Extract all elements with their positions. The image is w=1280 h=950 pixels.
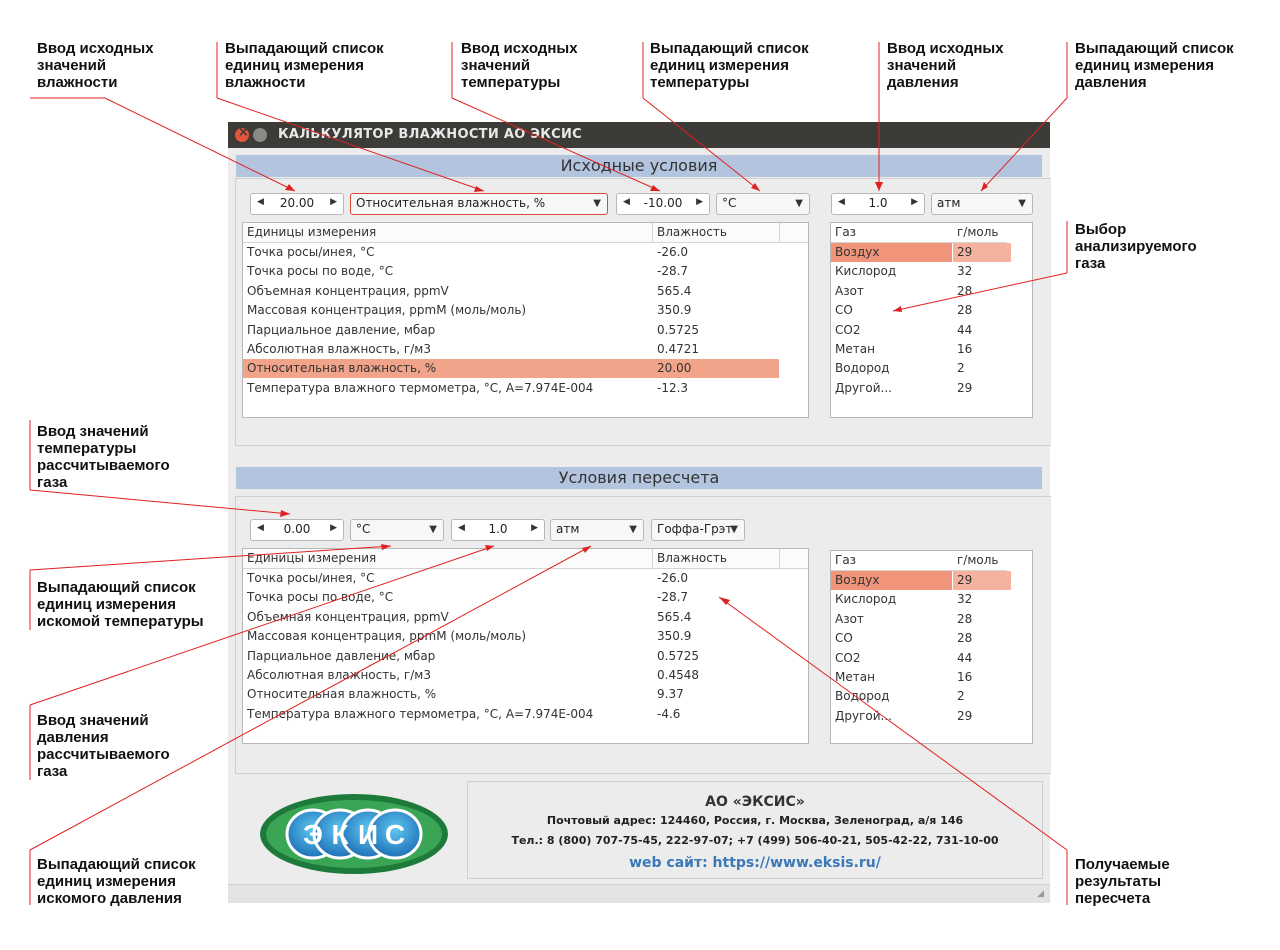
temperature-spinner[interactable]: [616, 193, 710, 215]
gas-table-header: [831, 551, 1007, 571]
value-cell: -28.7: [657, 264, 689, 279]
recalc-temperature-unit-value: °C: [356, 522, 371, 536]
annotation-temperature-input: Ввод исходных значений температуры: [461, 40, 578, 91]
gas-molar-mass-cell: 44: [957, 650, 973, 665]
value-cell: -12.3: [657, 380, 689, 395]
recalc-pressure-spinner[interactable]: [451, 519, 545, 541]
gas-molar-mass-cell: 28: [957, 631, 973, 646]
chevron-down-icon: ▼: [795, 198, 803, 209]
table-row[interactable]: [243, 666, 779, 685]
table-row[interactable]: [243, 359, 779, 378]
decrement-icon[interactable]: ◀: [257, 197, 264, 207]
table-row[interactable]: [243, 282, 779, 301]
phone-numbers: Тел.: 8 (800) 707-75-45, 222-97-07; +7 (499) 506-40-21, 505-42-22, 731-10-00: [511, 834, 999, 847]
gas-row[interactable]: [831, 282, 1007, 301]
logo-letter: Э: [303, 819, 323, 850]
table-header: [243, 549, 808, 569]
value-cell: -4.6: [657, 706, 681, 721]
gas-molar-mass-cell: 44: [957, 322, 973, 337]
annotation-calc-pressure-input: Ввод значений давления рассчитываемого газа: [37, 712, 170, 780]
gas-molar-mass-cell: 2: [957, 689, 965, 704]
postal-address: Почтовый адрес: 124460, Россия, г. Москва, Зеленоград, а/я 146: [546, 814, 964, 827]
company-name: АО «ЭКСИС»: [705, 794, 805, 810]
value-cell: 565.4: [657, 283, 692, 298]
gas-row[interactable]: [831, 321, 1007, 340]
pressure-spinner[interactable]: [831, 193, 925, 215]
recalc-pressure-value: 1.0: [488, 522, 508, 536]
gas-molar-mass-cell: 29: [957, 380, 973, 395]
table-row[interactable]: [243, 705, 779, 724]
table-row[interactable]: [243, 379, 779, 398]
gas-row[interactable]: [831, 262, 1007, 281]
chevron-down-icon: ▼: [730, 524, 738, 535]
humidity-unit-select[interactable]: [350, 193, 608, 215]
value-cell: 0.4548: [657, 668, 699, 682]
gas-row[interactable]: [831, 707, 1007, 726]
logo-letter: И: [357, 819, 379, 850]
gas-name-cell: Воздух: [831, 243, 952, 262]
table-row[interactable]: [243, 321, 779, 340]
unit-cell: Температура влажного термометра, °C, A=7.974E-004: [247, 706, 594, 721]
value-cell: 350.9: [657, 303, 692, 318]
column-divider: [652, 223, 653, 242]
increment-icon[interactable]: ▶: [911, 197, 918, 207]
website-link[interactable]: web сайт: https://www.eksis.ru/: [629, 855, 881, 871]
annotation-calc-temp-input: Ввод значений температуры рассчитываемого газа: [37, 423, 170, 491]
app-window: [228, 122, 1050, 902]
title-bar: [228, 122, 1050, 148]
gas-row[interactable]: [831, 243, 1007, 262]
decrement-icon[interactable]: ◀: [257, 523, 264, 533]
annotation-calc-temp-units: Выпадающий список единиц измерения искомой температуры: [37, 579, 204, 630]
chevron-down-icon: ▼: [429, 524, 437, 535]
gas-molar-mass-cell: 2: [957, 361, 965, 376]
table-row[interactable]: [243, 301, 779, 320]
value-cell: 0.4721: [657, 342, 699, 356]
chevron-down-icon: ▼: [1018, 198, 1026, 209]
unit-cell: Парциальное давление, мбар: [247, 648, 436, 663]
column-header-humidity[interactable]: Влажность: [657, 225, 727, 239]
gas-molar-mass-cell: 28: [957, 283, 973, 298]
decrement-icon[interactable]: ◀: [838, 197, 845, 207]
recalc-temperature-spinner[interactable]: [250, 519, 344, 541]
decrement-icon[interactable]: ◀: [458, 523, 465, 533]
table-row[interactable]: [243, 262, 779, 281]
gas-molar-mass-cell: 32: [957, 592, 973, 607]
logo-letter: С: [384, 819, 406, 850]
unit-cell: Парциальное давление, мбар: [247, 322, 436, 337]
gas-molar-mass-cell: 28: [957, 303, 973, 318]
gas-row[interactable]: [831, 668, 1007, 687]
annotation-gas-select: Выбор анализируемого газа: [1075, 221, 1197, 272]
column-header-units[interactable]: Единицы измерения: [247, 551, 377, 565]
annotation-pressure-units: Выпадающий список единиц измерения давления: [1075, 40, 1234, 91]
table-row[interactable]: [243, 685, 779, 704]
table-header: [243, 223, 808, 243]
recalc-pressure-unit-value: атм: [556, 522, 580, 536]
recalc-temperature-value: 0.00: [283, 522, 311, 536]
table-row[interactable]: [243, 588, 779, 607]
annotation-humidity-input: Ввод исходных значений влажности: [37, 40, 154, 91]
unit-cell: Температура влажного термометра, °C, A=7.974E-004: [247, 380, 594, 395]
annotation-humidity-units: Выпадающий список единиц измерения влажности: [225, 40, 384, 91]
temperature-unit-select[interactable]: [716, 193, 810, 215]
gas-name-cell: Азот: [835, 611, 864, 626]
formula-select[interactable]: [651, 519, 745, 541]
formula-value: Гоффа-Грэт: [657, 522, 733, 536]
initial-humidity-table: [242, 222, 809, 418]
gas-molar-mass-cell: 16: [957, 342, 973, 356]
gas-molar-mass-cell: 28: [957, 611, 973, 626]
close-icon[interactable]: [235, 128, 249, 142]
humidity-unit-value: Относительная влажность, %: [356, 196, 546, 210]
gas-row[interactable]: [831, 649, 1007, 668]
gas-molar-mass-cell: 16: [957, 670, 973, 684]
value-cell: 565.4: [657, 609, 692, 624]
increment-icon[interactable]: ▶: [330, 197, 337, 207]
gas-row[interactable]: [831, 340, 1007, 359]
gas-row[interactable]: [831, 629, 1007, 648]
gas-row[interactable]: [831, 301, 1007, 320]
column-header-humidity[interactable]: Влажность: [657, 551, 727, 565]
unit-cell: Абсолютная влажность, г/м3: [247, 342, 431, 356]
column-header-gas[interactable]: Газ: [835, 225, 857, 239]
pressure-unit-select[interactable]: [931, 193, 1033, 215]
table-row[interactable]: [243, 340, 779, 359]
annotation-pressure-input: Ввод исходных значений давления: [887, 40, 1004, 91]
unit-cell: Точка росы/инея, °C: [247, 245, 375, 259]
gas-name-cell: CO2: [835, 650, 861, 665]
gas-name-cell: CO: [835, 303, 853, 318]
table-row[interactable]: [243, 627, 779, 646]
column-divider: [652, 549, 653, 568]
gas-name-cell: Воздух: [831, 571, 952, 590]
gas-name-cell: Водород: [835, 361, 890, 376]
annotation-calc-pressure-units: Выпадающий список единиц измерения искомого давления: [37, 856, 196, 907]
gas-row[interactable]: [831, 610, 1007, 629]
initial-section-header: Исходные условия: [236, 155, 1042, 177]
value-cell: 9.37: [657, 687, 684, 702]
unit-cell: Массовая концентрация, ppmM (моль/моль): [247, 629, 527, 644]
value-cell: -26.0: [657, 245, 689, 259]
temperature-unit-value: °C: [722, 196, 737, 210]
column-header-gas[interactable]: Газ: [835, 553, 857, 567]
status-bar: [228, 884, 1050, 903]
value-cell: -26.0: [657, 571, 689, 585]
gas-name-cell: Кислород: [835, 592, 897, 607]
gas-molar-mass-cell: 29: [953, 243, 1011, 262]
increment-icon[interactable]: ▶: [330, 523, 337, 533]
gas-row[interactable]: [831, 590, 1007, 609]
temperature-value: -10.00: [643, 196, 683, 210]
humidity-value: 20.00: [279, 196, 315, 210]
resize-grip-icon[interactable]: ◢: [1037, 889, 1044, 899]
recalc-temperature-unit-select[interactable]: [350, 519, 444, 541]
decrement-icon[interactable]: ◀: [623, 197, 630, 207]
column-header-molar-mass[interactable]: г/моль: [957, 553, 999, 567]
value-cell: -28.7: [657, 590, 689, 605]
humidity-spinner[interactable]: [250, 193, 344, 215]
gas-name-cell: Метан: [835, 342, 875, 356]
table-row[interactable]: [243, 608, 779, 627]
gas-name-cell: CO: [835, 631, 853, 646]
column-header-units[interactable]: Единицы измерения: [247, 225, 377, 239]
gas-name-cell: Метан: [835, 670, 875, 684]
gas-row[interactable]: [831, 379, 1007, 398]
value-cell: 0.5725: [657, 648, 699, 663]
gas-table-header: [831, 223, 1007, 243]
value-cell: 0.5725: [657, 322, 699, 337]
increment-icon[interactable]: ▶: [696, 197, 703, 207]
unit-cell: Относительная влажность, %: [247, 361, 437, 376]
initial-gas-table: [830, 222, 1033, 418]
column-header-molar-mass[interactable]: г/моль: [957, 225, 999, 239]
gas-name-cell: Другой...: [835, 380, 892, 395]
gas-name-cell: Другой...: [835, 708, 892, 723]
annotation-temperature-units: Выпадающий список единиц измерения температуры: [650, 40, 809, 91]
eksis-logo: [258, 790, 450, 878]
unit-cell: Точка росы по воде, °C: [247, 264, 394, 279]
annotation-results: Получаемые результаты пересчета: [1075, 856, 1170, 907]
pressure-value: 1.0: [868, 196, 888, 210]
gas-name-cell: Азот: [835, 283, 864, 298]
recalc-section-header: Условия пересчета: [236, 467, 1042, 489]
table-row[interactable]: [243, 569, 779, 588]
unit-cell: Относительная влажность, %: [247, 687, 437, 702]
unit-cell: Точка росы/инея, °C: [247, 571, 375, 585]
value-cell: 350.9: [657, 629, 692, 644]
gas-molar-mass-cell: 32: [957, 264, 973, 279]
window-title: КАЛЬКУЛЯТОР ВЛАЖНОСТИ АО ЭКСИС: [278, 127, 583, 142]
gas-molar-mass-cell: 29: [953, 571, 1011, 590]
gas-row[interactable]: [831, 687, 1007, 706]
unit-cell: Объемная концентрация, ppmV: [247, 609, 449, 624]
logo-letter: К: [331, 819, 349, 850]
pressure-unit-value: атм: [937, 196, 961, 210]
minimize-icon[interactable]: [253, 128, 267, 142]
table-row[interactable]: [243, 647, 779, 666]
unit-cell: Массовая концентрация, ppmM (моль/моль): [247, 303, 527, 318]
recalc-humidity-table: [242, 548, 809, 744]
column-divider: [779, 549, 780, 568]
chevron-down-icon: ▼: [593, 198, 601, 209]
unit-cell: Точка росы по воде, °C: [247, 590, 394, 605]
gas-name-cell: Водород: [835, 689, 890, 704]
unit-cell: Абсолютная влажность, г/м3: [247, 668, 431, 682]
gas-name-cell: Кислород: [835, 264, 897, 279]
gas-row[interactable]: [831, 359, 1007, 378]
increment-icon[interactable]: ▶: [531, 523, 538, 533]
gas-molar-mass-cell: 29: [957, 708, 973, 723]
column-divider: [779, 223, 780, 242]
gas-row[interactable]: [831, 571, 1007, 590]
value-cell: 20.00: [657, 361, 692, 376]
recalc-gas-table: [830, 550, 1033, 744]
chevron-down-icon: ▼: [629, 524, 637, 535]
table-row[interactable]: [243, 243, 779, 262]
recalc-pressure-unit-select[interactable]: [550, 519, 644, 541]
unit-cell: Объемная концентрация, ppmV: [247, 283, 449, 298]
gas-name-cell: CO2: [835, 322, 861, 337]
contacts-box: [467, 781, 1043, 879]
